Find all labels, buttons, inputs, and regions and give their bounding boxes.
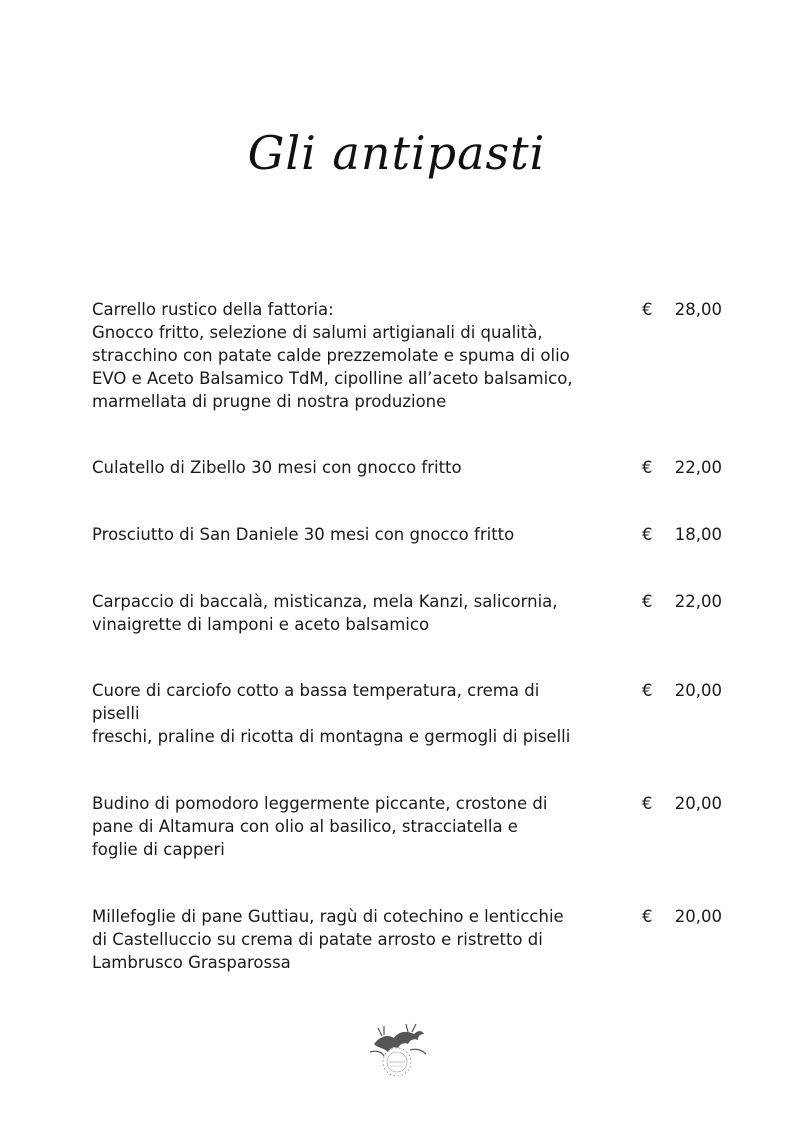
menu-item xyxy=(92,679,722,748)
menu-item-description: Culatello di Zibello 30 mesi con gnocco fritto xyxy=(92,458,462,477)
menu-item-description: Carpaccio di baccalà, misticanza, mela Kanzi, salicornia, vinaigrette di lamponi e aceto balsamico xyxy=(92,592,558,634)
currency-symbol: € xyxy=(642,681,653,700)
menu-item-price: 18,00 xyxy=(674,525,722,544)
menu-item-description: Millefoglie di pane Guttiau, ragù di cotechino e lenticchie di Castelluccio su crema di patate arrosto e ristretto di Lambrusco Grasparossa xyxy=(92,907,564,972)
currency-symbol: € xyxy=(642,525,653,544)
menu-item xyxy=(92,792,722,861)
menu-item-price-row xyxy=(642,590,722,613)
menu-item-price-row xyxy=(642,298,722,321)
menu-item-price-row xyxy=(642,679,722,702)
menu-item-description: Cuore di carciofo cotto a bassa temperatura, crema di piselli freschi, praline di ricotta di montagna e germogli di piselli xyxy=(92,681,571,746)
menu-list xyxy=(92,298,722,974)
currency-symbol: € xyxy=(642,794,653,813)
currency-symbol: € xyxy=(642,300,653,319)
menu-item-price-row xyxy=(642,523,722,546)
menu-item-price: 20,00 xyxy=(674,907,722,926)
currency-symbol: € xyxy=(642,907,653,926)
menu-item-price: 22,00 xyxy=(674,592,722,611)
menu-item xyxy=(92,523,722,546)
menu-item-description: Carrello rustico della fattoria: Gnocco fritto, selezione di salumi artigianali di qualità, stracchino con patate calde prezzemolate e spuma di olio EVO e Aceto Balsamico TdM, cipolline all’aceto balsamico, marmellata di prugne di nostra produzione xyxy=(92,300,573,411)
menu-item-price: 28,00 xyxy=(674,300,722,319)
menu-item xyxy=(92,590,722,636)
menu-item-price: 20,00 xyxy=(674,794,722,813)
page-title: Gli antipasti xyxy=(247,126,546,180)
menu-item-price: 22,00 xyxy=(674,458,722,477)
menu-item-description: Budino di pomodoro leggermente piccante, crostone di pane di Altamura con olio al basilico, stracciatella e foglie di capperi xyxy=(92,794,548,859)
menu-item-price-row xyxy=(642,792,722,815)
currency-symbol: € xyxy=(642,592,653,611)
menu-item-price-row xyxy=(642,456,722,479)
menu-item xyxy=(92,905,722,974)
stag-emblem-icon xyxy=(364,1018,430,1084)
currency-symbol: € xyxy=(642,458,653,477)
menu-item xyxy=(92,456,722,479)
menu-item-description: Prosciutto di San Daniele 30 mesi con gnocco fritto xyxy=(92,525,515,544)
menu-item-price: 20,00 xyxy=(674,681,722,700)
menu-item-price-row xyxy=(642,905,722,928)
menu-item xyxy=(92,298,722,413)
